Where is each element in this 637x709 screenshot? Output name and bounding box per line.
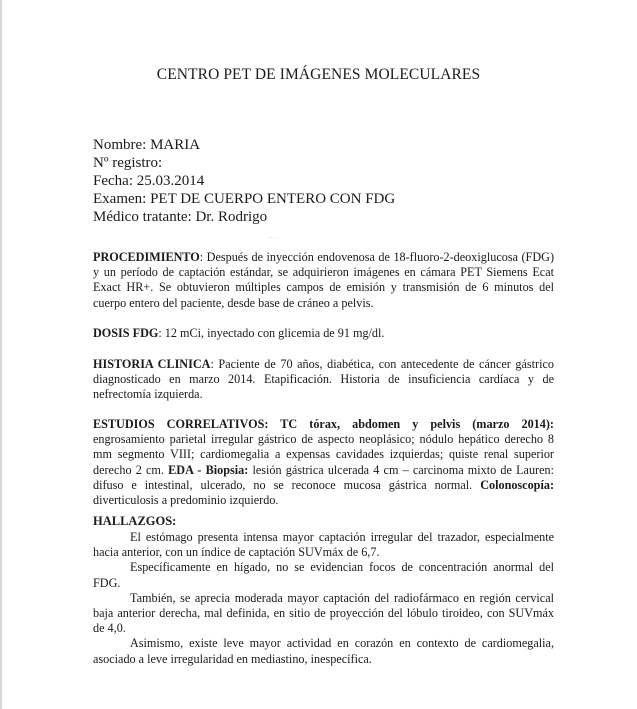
eda-biopsy-label: EDA - Biopsia: [168, 462, 249, 477]
finding-stomach: El estómago presenta intensa mayor captación irregular del trazador, especialmente hacia anterior, con un índice de captación SUVmáx de 6,7. [93, 530, 554, 560]
dose-section [93, 326, 554, 341]
report-title: CENTRO PET DE IMÁGENES MOLECULARES [156, 66, 481, 83]
patient-info [93, 136, 395, 226]
scan-smudge: ˙˙˙˙ [268, 236, 278, 244]
history-label: HISTORIA CLINICA [93, 357, 211, 371]
correlative-studies-label: ESTUDIOS CORRELATIVOS: TC tórax, abdomen y pelvis (marzo 2014): [93, 417, 554, 431]
finding-cervical: También, se aprecia moderada mayor captación del radiofármaco en región cervical baja anterior derecha, mal definida, en sitio de proyección del lóbulo tiroideo, con SUVmáx de 4,0. [93, 590, 554, 636]
procedure-text: : Después de inyección endovenosa de 18-fluoro-2-deoxiglucosa (FDG) y un período de captación estándar, se adquirieron imágenes en cámara PET Siemens Ecat Exact HR+. Se obtuvieron múltiples campos de emisión y transmisión de 6 minutos del cuerpo entero del paciente, desde base de cráneo a pelvis. [93, 250, 554, 310]
colonoscopy-text: diverticulosis a predominio izquierdo. [93, 493, 279, 508]
colonoscopy-label: Colonoscopía: [480, 477, 554, 492]
patient-name: Nombre: MARIA [93, 137, 201, 153]
biopsy-text: lesión gástrica ulcerada 4 cm – carcinoma mixto de Lauren: difuso e intestinal, ulcerado, no se reconoce mucosa gástrica normal. [93, 462, 554, 492]
finding-liver: Específicamente en hígado, no se evidencian focos de concentración anormal del FDG. [93, 560, 554, 590]
dose-label: DOSIS FDG [93, 326, 159, 340]
history-text: : Paciente de 70 años, diabética, con antecedente de cáncer gástrico diagnosticado en marzo 2014. Etapificación. Historia de insuficiencia cardíaca y de nefrectomía izquierda. [93, 357, 554, 402]
exam-date: Fecha: 25.03.2014 [93, 173, 205, 189]
scan-edge [0, 0, 2, 709]
patient-registry: Nº registro: [93, 155, 163, 171]
findings-section [93, 530, 554, 667]
treating-doctor: Médico tratante: Dr. Rodrigo [93, 209, 268, 225]
history-section [93, 357, 554, 403]
finding-heart: Asimismo, existe leve mayor actividad en corazón en contexto de cardiomegalia, asociado a leve irregularidad en mediastino, inespecífica. [93, 636, 554, 666]
ct-findings-text: engrosamiento parietal irregular gástrico de aspecto neoplásico; nódulo hepático derecho 8 mm segmento VIII; cardiomegalia a expensas cavidades izquierdas; quiste renal superior derecho 2 cm. [93, 432, 554, 477]
procedure-label: PROCEDIMIENTO [93, 250, 200, 264]
correlative-studies-section [93, 417, 554, 508]
findings-heading: HALLAZGOS: [93, 514, 177, 528]
exam-type: Examen: PET DE CUERPO ENTERO CON FDG [93, 191, 396, 207]
procedure-section [93, 250, 554, 311]
dose-text: : 12 mCi, inyectado con glicemia de 91 mg/dl. [158, 326, 385, 340]
